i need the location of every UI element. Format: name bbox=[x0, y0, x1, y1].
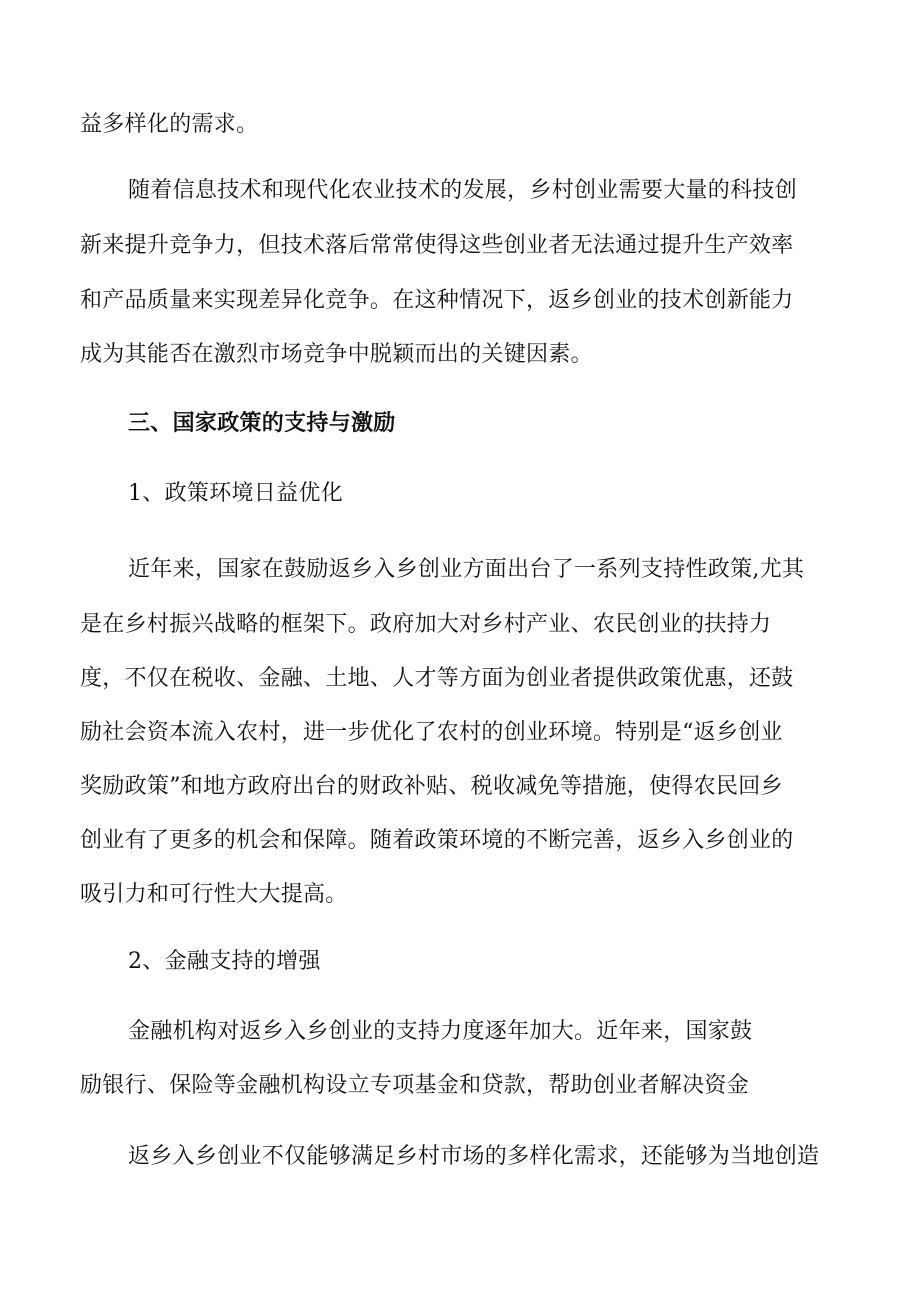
subheading-policy-environment: 1、政策环境日益优化 bbox=[128, 481, 343, 506]
paragraph-continuation-line: 益多样化的需求。 bbox=[80, 112, 259, 137]
section-heading: 三、国家政策的支持与激励 bbox=[128, 410, 396, 436]
paragraph-tech-line: 和产品质量来实现差异化竞争。在这种情况下，返乡创业的技术创新能力 bbox=[80, 288, 794, 313]
paragraph-finance-line: 励银行、保险等金融机构设立专项基金和贷款，帮助创业者解决资金 bbox=[80, 1073, 750, 1098]
paragraph-market-line: 返乡入乡创业不仅能够满足乡村市场的多样化需求，还能够为当地创造 bbox=[128, 1144, 820, 1169]
paragraph-policy-line: 吸引力和可行性大大提高。 bbox=[80, 882, 348, 907]
paragraph-policy-line: 是在乡村振兴战略的框架下。政府加大对乡村产业、农民创业的扶持力 bbox=[80, 612, 772, 637]
paragraph-finance-line: 金融机构对返乡入乡创业的支持力度逐年加大。近年来，国家鼓 bbox=[128, 1019, 753, 1044]
paragraph-policy-line: 创业有了更多的机会和保障。随着政策环境的不断完善，返乡入乡创业的 bbox=[80, 828, 794, 853]
subheading-financial-support: 2、金融支持的增强 bbox=[128, 949, 321, 974]
paragraph-tech-line: 成为其能否在激烈市场竞争中脱颖而出的关键因素。 bbox=[80, 342, 593, 367]
paragraph-policy-line: 度，不仅在税收、金融、土地、人才等方面为创业者提供政策优惠，还鼓 bbox=[80, 666, 794, 691]
paragraph-tech-line: 新来提升竞争力，但技术落后常常使得这些创业者无法通过提升生产效率 bbox=[80, 233, 794, 258]
paragraph-policy-line: 励社会资本流入农村，进一步优化了农村的创业环境。特别是“返乡创业 bbox=[80, 720, 783, 745]
paragraph-policy-line: 奖励政策”和地方政府出台的财政补贴、税收减免等措施，使得农民回乡 bbox=[80, 774, 783, 799]
paragraph-policy-line: 近年来，国家在鼓励返乡入乡创业方面出台了一系列支持性政策,尤其 bbox=[128, 557, 805, 582]
paragraph-tech-line: 随着信息技术和现代化农业技术的发展，乡村创业需要大量的科技创 bbox=[128, 178, 798, 203]
